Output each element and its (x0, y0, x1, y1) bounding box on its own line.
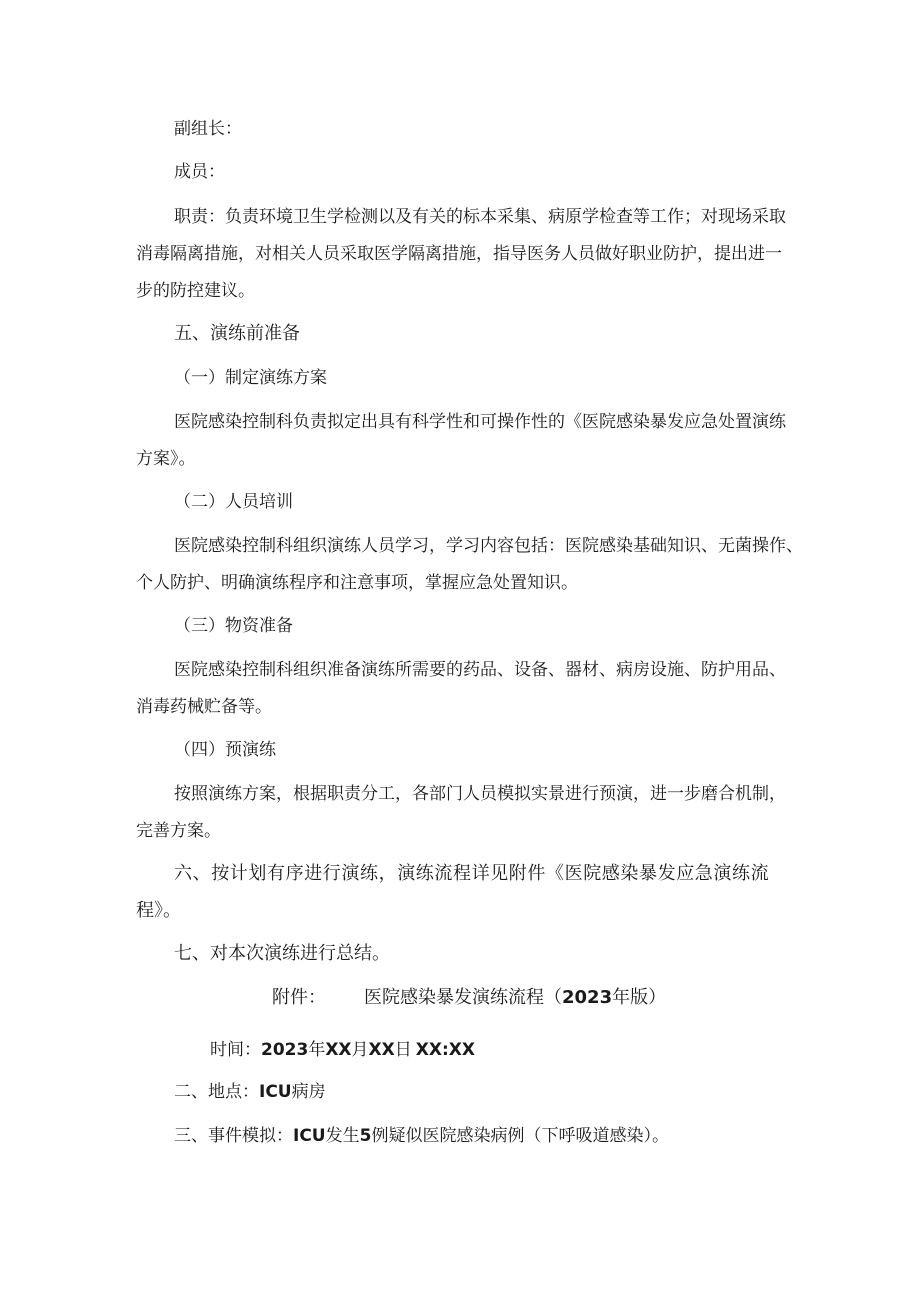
time-label: 时间： (210, 1040, 261, 1060)
time-month-unit: 月 (351, 1040, 369, 1060)
training-paragraph-line-1: 医院感染控制科组织演练人员学习，学习内容包括：医院感染基础知识、无菌操作、 (174, 536, 803, 556)
deputy-leader-line: 副组长： (174, 119, 242, 139)
attachment-title-suffix: 年版） (612, 987, 667, 1008)
subsection-2-heading: （二）人员培训 (174, 492, 293, 512)
rehearsal-paragraph-line-1: 按照演练方案，根据职责分工，各部门人员模拟实景进行预演，进一步磨合机制， (174, 784, 786, 804)
training-paragraph-line-2: 个人防护、明确演练程序和注意事项，掌握应急处置知识。 (136, 573, 578, 593)
event-simulation-line (174, 1124, 669, 1148)
subsection-3-heading: （三）物资准备 (174, 616, 293, 636)
event-text-a: 发生 (325, 1126, 360, 1146)
section-6-line-2: 程》。 (136, 900, 181, 921)
plan-paragraph-line-1: 医院感染控制科负责拟定出具有科学性和可操作性的《医院感染暴发应急处置演练 (174, 412, 786, 432)
section-5-heading: 五、演练前准备 (174, 323, 300, 344)
event-label: 三、事件模拟： (174, 1126, 293, 1146)
event-text-b: 例疑似医院感染病例（下呼吸道感染）。 (371, 1126, 669, 1146)
time-year: 2023 (261, 1040, 309, 1060)
supplies-paragraph-line-2: 消毒药械贮备等。 (136, 697, 272, 717)
attachment-title (272, 986, 666, 1010)
attachment-title-prefix: 医院感染暴发演练流程（ (364, 987, 562, 1008)
plan-paragraph-line-2: 方案》。 (136, 449, 196, 469)
time-year-unit: 年 (308, 1040, 326, 1060)
attachment-label: 附件： (272, 987, 326, 1008)
attachment-year: 2023 (562, 987, 613, 1008)
duty-paragraph-line-3: 步的防控建议。 (136, 281, 255, 301)
time-month: XX (325, 1040, 352, 1060)
subsection-1-heading: （一）制定演练方案 (174, 368, 327, 388)
members-line: 成员： (174, 162, 225, 182)
location-label: 二、地点： (174, 1082, 259, 1102)
supplies-paragraph-line-1: 医院感染控制科组织准备演练所需要的药品、设备、器材、病房设施、防护用品、 (174, 660, 786, 680)
location-ward-code: ICU (259, 1082, 292, 1102)
duty-paragraph-line-2: 消毒隔离措施，对相关人员采取医学隔离措施，指导医务人员做好职业防护，提出进一 (136, 244, 782, 264)
event-ward-code: ICU (293, 1126, 326, 1146)
rehearsal-paragraph-line-2: 完善方案。 (136, 821, 221, 841)
section-7-heading: 七、对本次演练进行总结。 (174, 943, 390, 964)
time-clock: XX:XX (415, 1040, 475, 1060)
duty-paragraph-line-1: 职责：负责环境卫生学检测以及有关的标本采集、病原学检查等工作；对现场采取 (174, 207, 786, 227)
section-6-line-1: 六、按计划有序进行演练，演练流程详见附件《医院感染暴发应急演练流 (174, 863, 770, 884)
location-ward-suffix: 病房 (291, 1082, 326, 1102)
location-line (174, 1080, 326, 1104)
time-line (210, 1038, 475, 1062)
time-day: XX (368, 1040, 395, 1060)
time-day-unit: 日 (394, 1040, 412, 1060)
subsection-4-heading: （四）预演练 (174, 740, 276, 760)
event-count: 5 (359, 1126, 372, 1146)
